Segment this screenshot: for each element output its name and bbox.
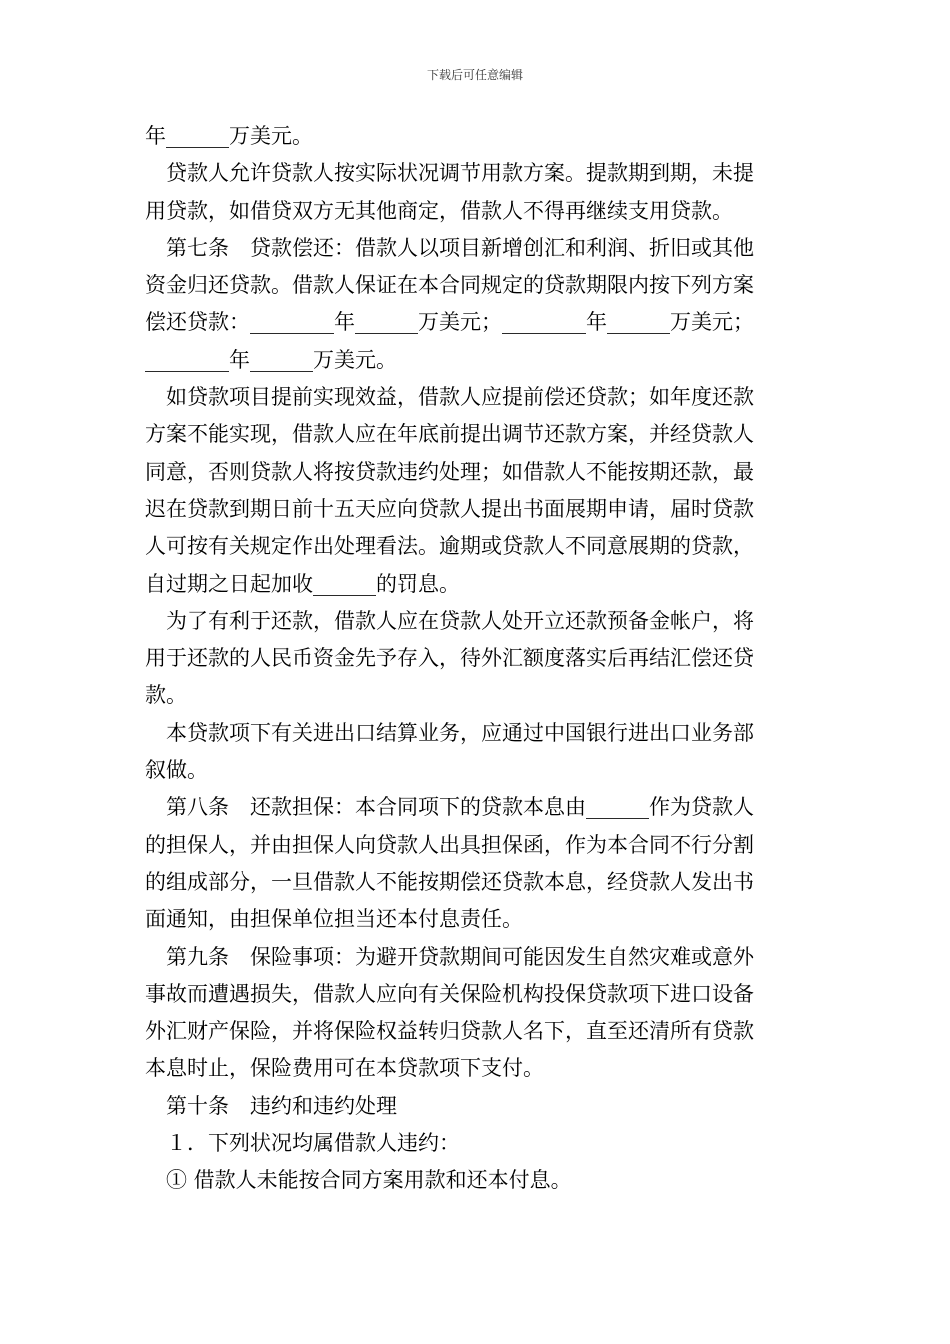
text-line: 本息时止，保险费用可在本贷款项下支付。 [145,1056,544,1081]
text-line: 第七条 贷款偿还：借款人以项目新增创汇和利润、折旧或其他 [166,235,754,260]
text-line: 的组成部分，一旦借款人不能按期偿还贷款本息，经贷款人发出书 [145,869,754,894]
text-line: 的担保人，并由担保人向贷款人出具担保函，作为本合同不行分割 [145,832,754,857]
document-body [145,118,810,1200]
text-line: 迟在贷款到期日前十五天应向贷款人提出书面展期申请，届时贷款 [145,496,754,521]
text-line: 如贷款项目提前实现效益，借款人应提前偿还贷款；如年度还款 [166,385,754,410]
text-line: 用贷款，如借贷双方无其他商定，借款人不得再继续支用贷款。 [145,198,733,223]
text-line: 资金归还贷款。借款人保证在本合同规定的贷款期限内按下列方案 [145,273,754,298]
text-line: 面通知，由担保单位担当还本付息责任。 [145,907,523,932]
text-line: １．下列状况均属借款人违约： [166,1131,460,1156]
text-line: 事故而遭遇损失，借款人应向有关保险机构投保贷款项下进口设备 [145,981,754,1006]
text-line: 年______万美元。 [145,124,313,148]
text-line: 第八条 还款担保：本合同项下的贷款本息由______作为贷款人 [166,795,754,820]
text-line: 为了有利于还款，借款人应在贷款人处开立还款预备金帐户，将 [166,608,754,633]
text-line: 方案不能实现，借款人应在年底前提出调节还款方案，并经贷款人 [145,422,754,447]
text-line: 自过期之日起加收______的罚息。 [145,571,460,596]
text-line: 贷款人允许贷款人按实际状况调节用款方案。提款期到期，未提 [166,161,754,186]
text-line: 款。 [145,683,187,708]
text-line: 叙做。 [145,758,208,783]
text-line: 用于还款的人民币资金先予存入，待外汇额度落实后再结汇偿还贷 [145,646,754,671]
text-line: 偿还贷款：________年______万美元；________年______万美元； [145,310,754,335]
text-line: 本贷款项下有关进出口结算业务，应通过中国银行进出口业务部 [166,720,754,745]
text-line: 人可按有关规定作出处理看法。逾期或贷款人不同意展期的贷款， [145,534,754,559]
text-line: ________年______万美元。 [145,347,397,372]
text-line: 外汇财产保险，并将保险权益转归贷款人名下，直至还清所有贷款 [145,1019,754,1044]
text-line: 同意，否则贷款人将按贷款违约处理；如借款人不能按期还款，最 [145,459,754,484]
text-line: 第九条 保险事项：为避开贷款期间可能因发生自然灾难或意外 [166,944,754,969]
page-header: 下载后可任意编辑 [426,68,523,82]
text-line: 第十条 违约和违约处理 [166,1093,397,1118]
text-line: ① 借款人未能按合同方案用款和还本付息。 [166,1168,572,1193]
